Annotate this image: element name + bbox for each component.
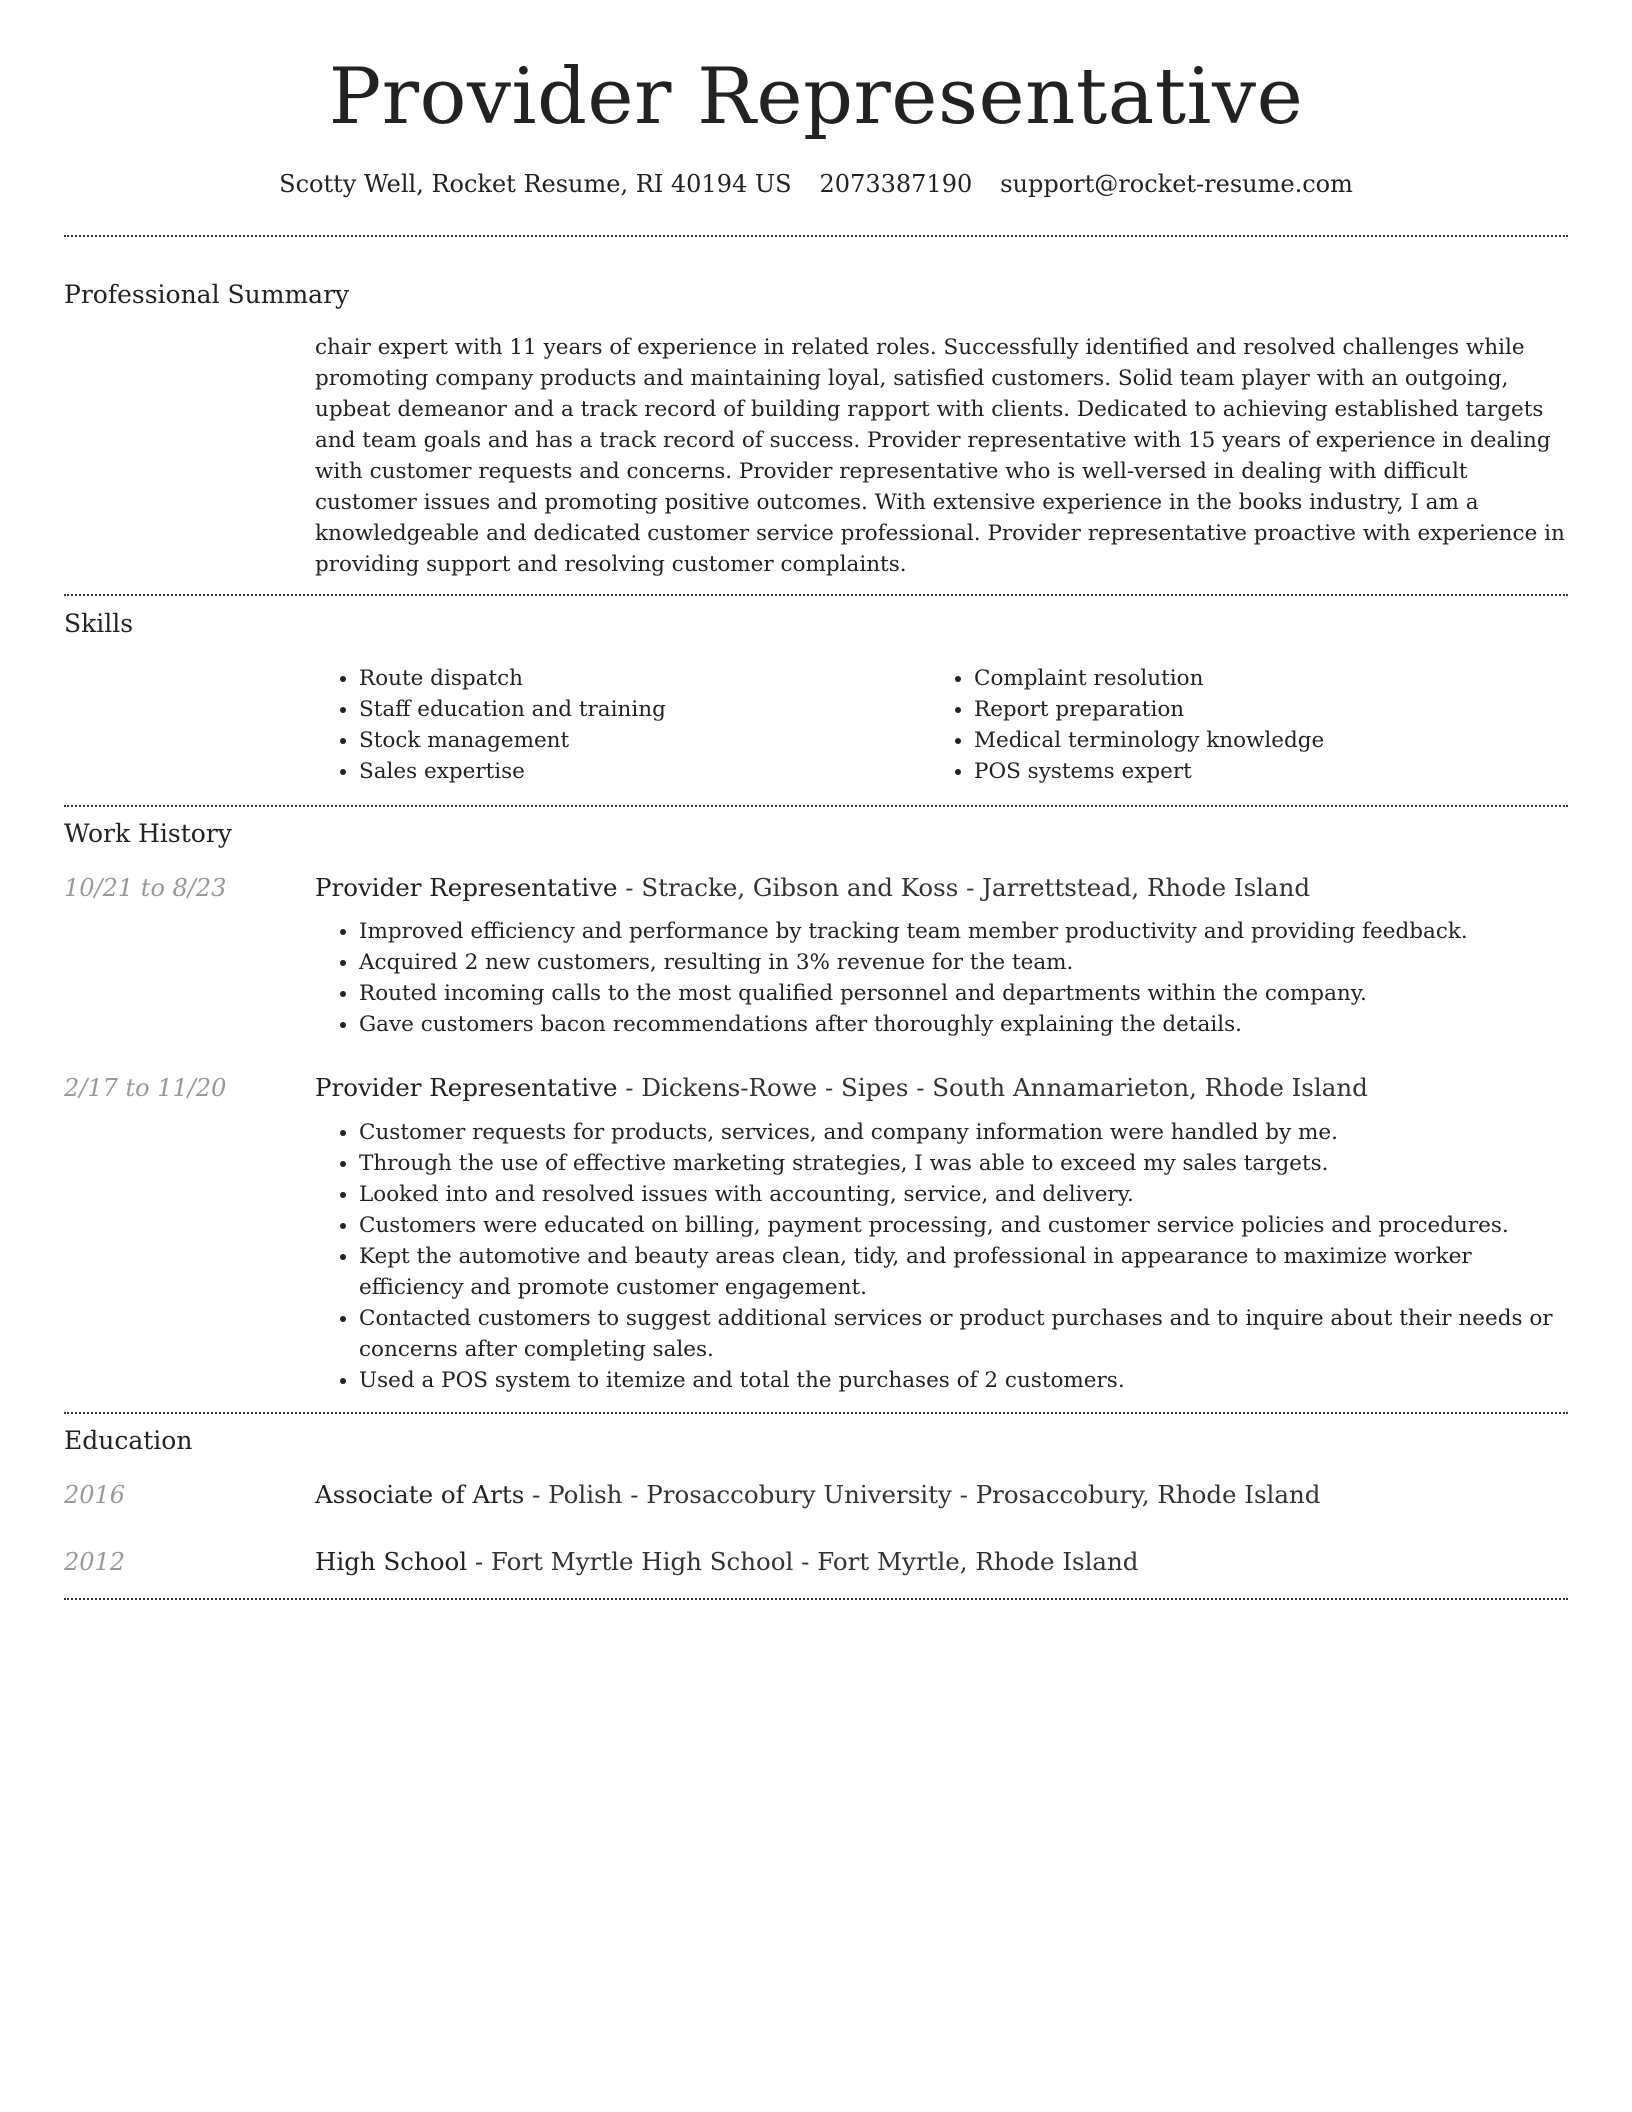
education-school: - Fort Myrtle High School - Fort Myrtle, Rhode Island	[467, 1546, 1139, 1576]
summary-text: chair expert with 11 years of experience in related roles. Successfully identified and resolved challenges while promoting company products and maintaining loyal, satisfied customers. Solid team player with an outgoing, upbeat demeanor and a track record of building rapport with clients. Dedicated to achieving established targets and team goals and has a track record of success. Provider representative with 15 years of experience in dealing with customer requests and concerns. Provider representative who is well-versed in dealing with difficult customer issues and promoting positive outcomes. With extensive experience in the books industry, I am a knowledgeable and dedicated customer service professional. Provider representative proactive with experience in providing support and resolving customer complaints.	[315, 334, 1565, 577]
education-divider	[64, 1598, 1568, 1600]
contact-phone: 2073387190	[819, 170, 973, 198]
skills-divider	[64, 805, 1568, 807]
education-year: 2016	[64, 1480, 126, 1509]
skill-item: • Sales expertise	[359, 756, 930, 787]
header-divider	[64, 235, 1568, 237]
job-employer: - Dickens-Rowe - Sipes - South Annamarieton, Rhode Island	[617, 1073, 1368, 1103]
skill-item: • POS systems expert	[974, 756, 1545, 787]
skill-item: • Stock management	[359, 725, 930, 756]
education-title	[315, 1547, 1138, 1576]
job-entry	[64, 1073, 1568, 1102]
job-title	[315, 873, 1310, 902]
work-divider	[64, 1412, 1568, 1414]
resume-page	[64, 0, 1568, 1600]
job-bullet: • Through the use of effective marketing strategies, I was able to exceed my sales targets.	[359, 1148, 1568, 1179]
summary-heading: Professional Summary	[64, 279, 350, 309]
job-bullets	[315, 1117, 1568, 1396]
education-degree: High School	[315, 1546, 468, 1576]
education-title	[315, 1480, 1320, 1509]
job-bullet: • Customers were educated on billing, payment processing, and customer service policies and procedures.	[359, 1210, 1568, 1241]
contact-address: Scotty Well, Rocket Resume, RI 40194 US	[279, 170, 792, 198]
work-heading: Work History	[64, 818, 232, 848]
skills-heading: Skills	[64, 608, 134, 638]
skill-item: • Medical terminology knowledge	[974, 725, 1545, 756]
education-year: 2012	[64, 1547, 126, 1576]
job-entry	[64, 873, 1568, 902]
job-bullet: • Looked into and resolved issues with accounting, service, and delivery.	[359, 1179, 1568, 1210]
job-dates: 2/17 to 11/20	[64, 1074, 227, 1103]
education-degree: Associate of Arts	[315, 1479, 525, 1509]
job-role: Provider Representative	[315, 1073, 618, 1103]
skill-item: • Route dispatch	[359, 663, 930, 694]
education-heading: Education	[64, 1425, 193, 1455]
job-employer: - Stracke, Gibson and Koss - Jarrettstead, Rhode Island	[617, 872, 1311, 902]
skill-item: • Report preparation	[974, 694, 1545, 725]
job-role: Provider Representative	[315, 872, 618, 902]
contact-email: support@rocket-resume.com	[1000, 170, 1353, 198]
job-bullet: • Kept the automotive and beauty areas clean, tidy, and professional in appearance to maximize worker efficiency and promote customer engagement.	[359, 1241, 1568, 1303]
education-entry	[64, 1547, 1568, 1576]
job-bullet: • Customer requests for products, services, and company information were handled by me.	[359, 1117, 1568, 1148]
resume-title: Provider Representative	[328, 52, 1304, 142]
job-bullet: • Routed incoming calls to the most qualified personnel and departments within the company.	[359, 978, 1568, 1009]
job-dates: 10/21 to 8/23	[64, 873, 227, 902]
job-bullets	[315, 916, 1568, 1040]
job-bullet: • Acquired 2 new customers, resulting in 3% revenue for the team.	[359, 947, 1568, 978]
job-title	[315, 1073, 1368, 1102]
skill-item: • Staff education and training	[359, 694, 930, 725]
summary-divider	[64, 594, 1568, 596]
education-entry	[64, 1480, 1568, 1509]
education-school: - Polish - Prosaccobury University - Prosaccobury, Rhode Island	[524, 1479, 1321, 1509]
skill-item: • Complaint resolution	[974, 663, 1545, 694]
job-bullet: • Gave customers bacon recommendations after thoroughly explaining the details.	[359, 1009, 1568, 1040]
job-bullet: • Contacted customers to suggest additional services or product purchases and to inquire about their needs or concerns after completing sales.	[359, 1303, 1568, 1365]
job-bullet: • Improved efficiency and performance by tracking team member productivity and providing feedback.	[359, 916, 1568, 947]
contact-line	[64, 170, 1568, 199]
skills-list	[315, 663, 1568, 787]
job-bullet: • Used a POS system to itemize and total the purchases of 2 customers.	[359, 1365, 1568, 1396]
